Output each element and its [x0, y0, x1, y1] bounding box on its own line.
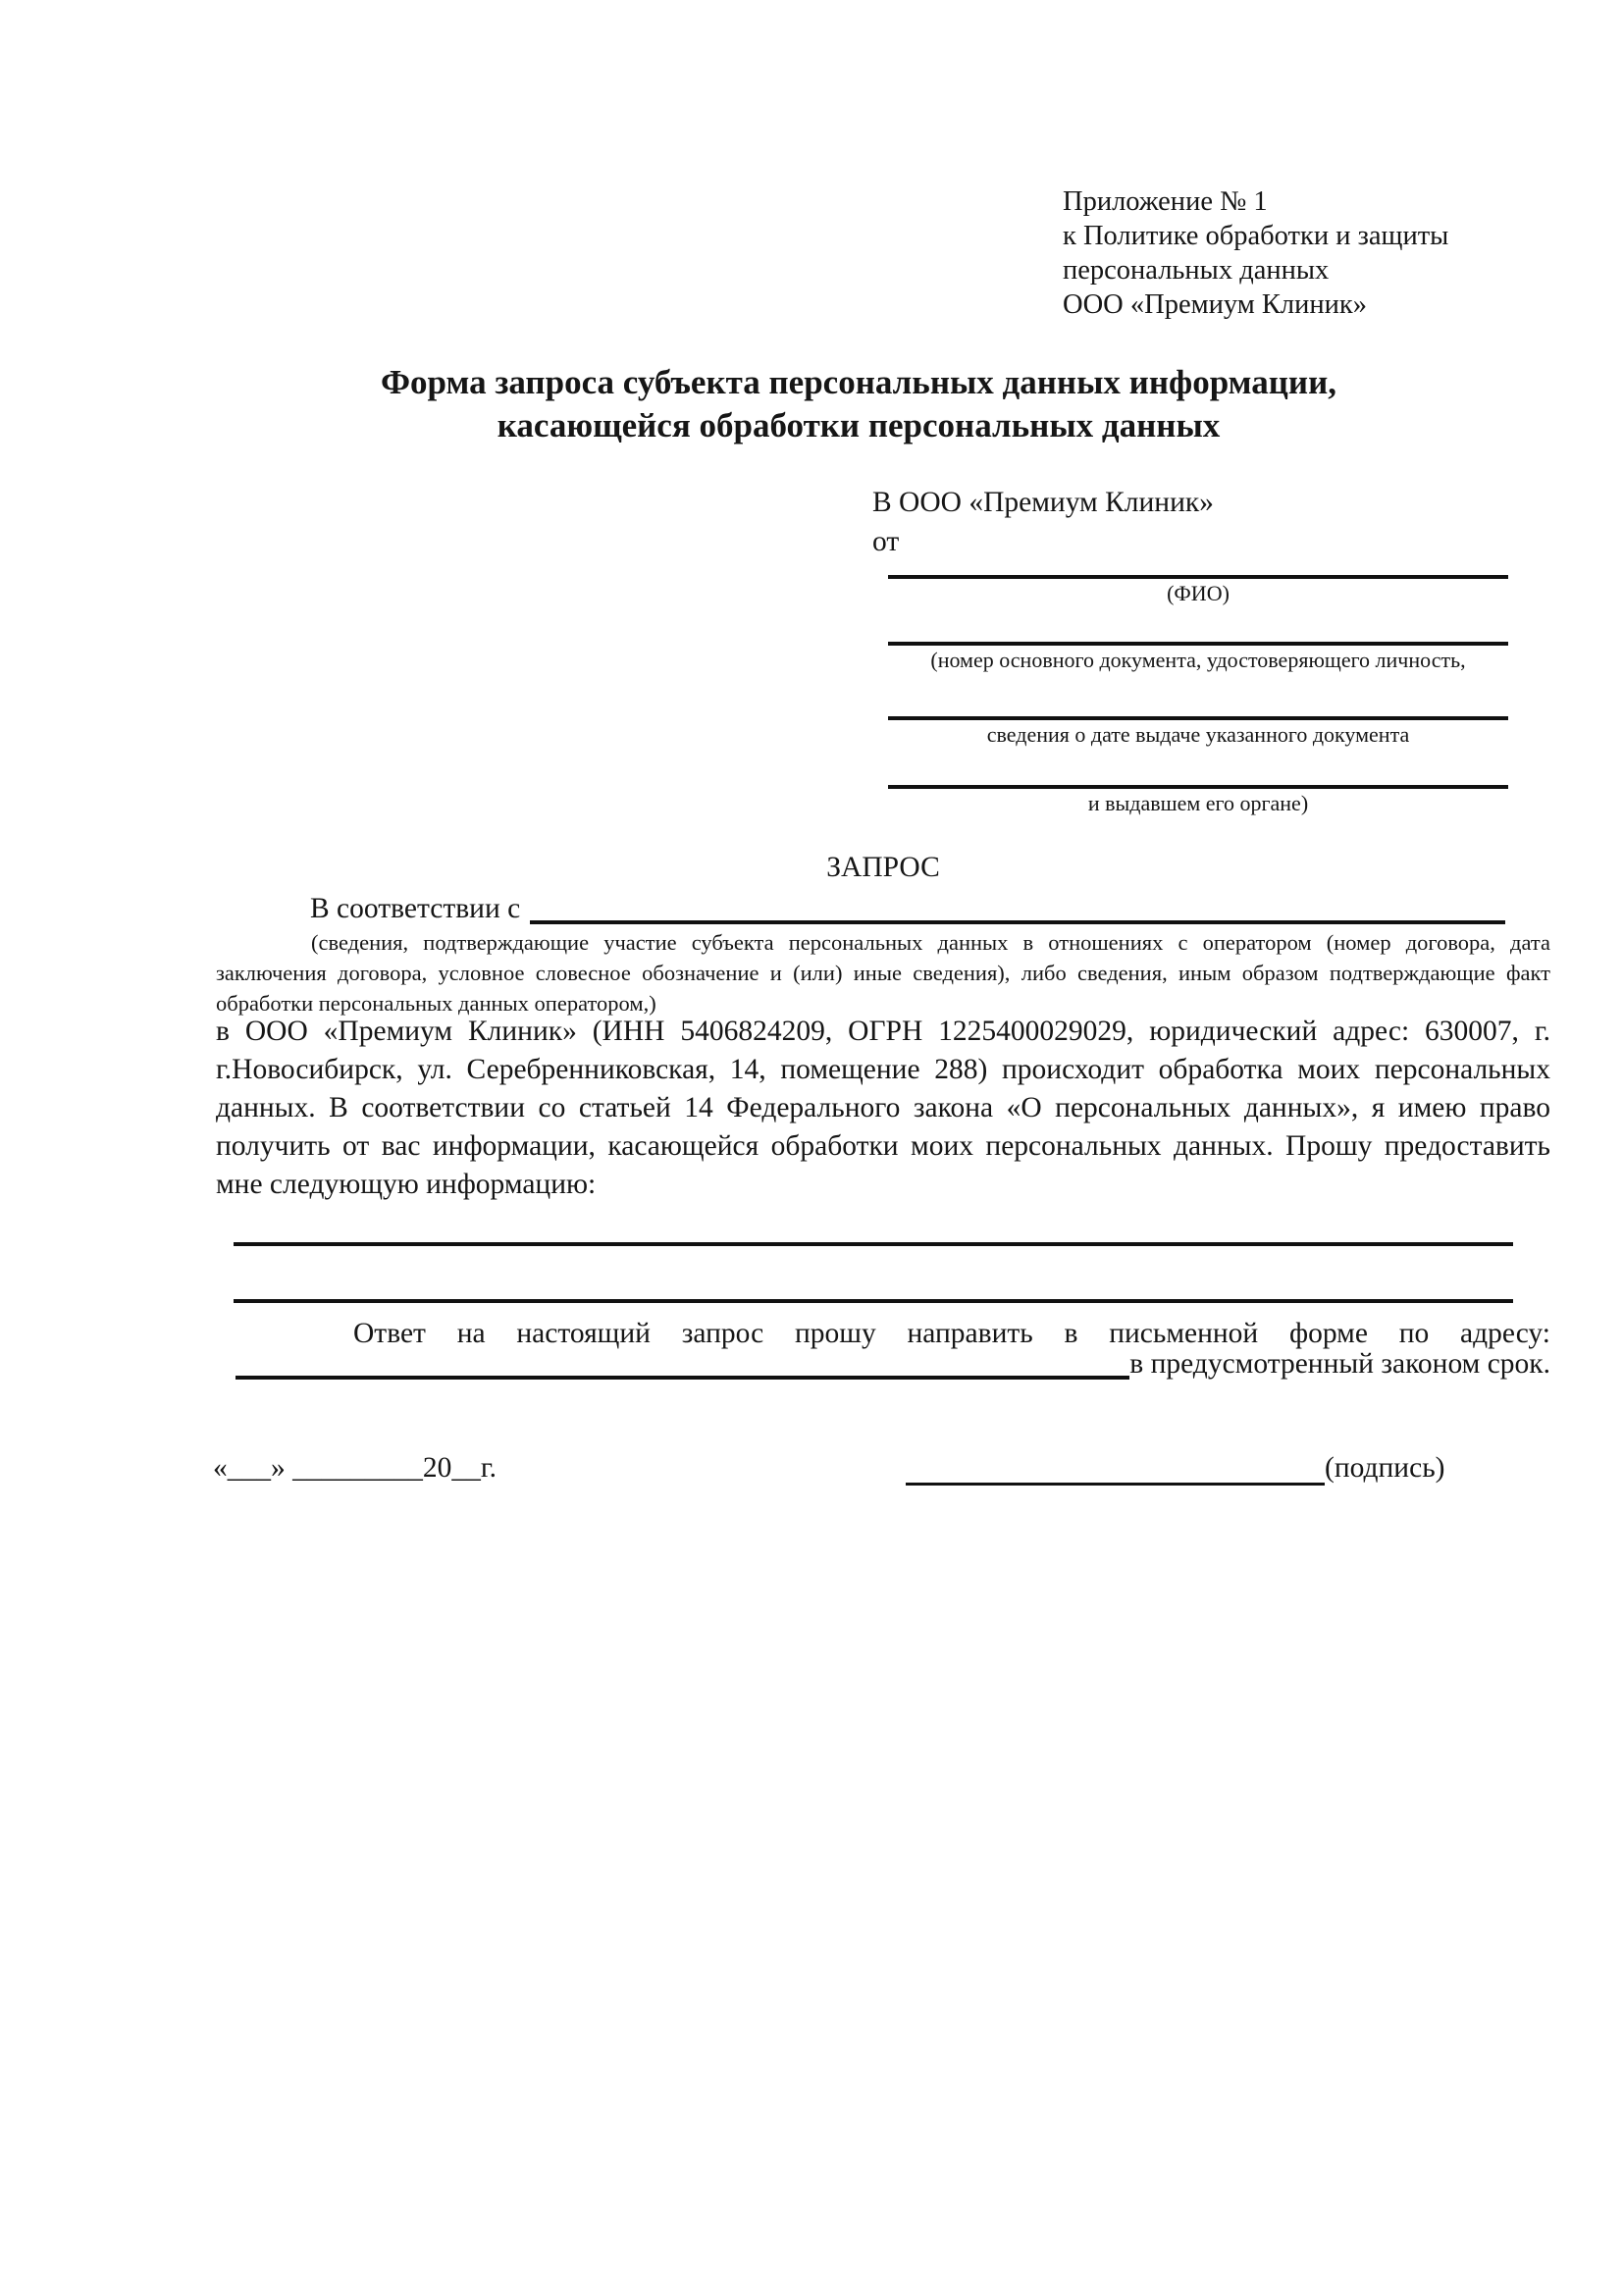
issue-date-caption: сведения о дате выдаче указанного документа — [986, 722, 1410, 747]
reply-tail-text: в предусмотренный законом срок. — [1129, 1348, 1550, 1380]
field-document-number — [888, 606, 1508, 673]
request-heading: ЗАПРОС — [826, 852, 940, 883]
field-fio — [888, 549, 1508, 606]
document-title-line: касающейся обработки персональных данных — [497, 406, 1221, 444]
lead-in-line — [216, 891, 1550, 926]
appendix-line: ООО «Премиум Клиник» — [1063, 289, 1368, 320]
request-body-paragraph: в ООО «Премиум Клиник» (ИНН 5406824209, ОГРН 1225400029029, юридический адрес: 630007, г. г.Новосибирск, ул. Серебренниковская, 14, помещение 288) происходит обработка моих персональных данных. В соответствии со статьей 14 Федерального закона «О персональных данных», я имею право получить от вас информации, касающейся обработки моих персональных данных. Прошу предоставить мне следующую информацию: — [216, 1016, 1550, 1200]
addressee-from-label: от — [872, 526, 900, 557]
signature-caption: (подпись) — [1325, 1452, 1445, 1484]
date-line: «___» _________20__г. — [213, 1452, 497, 1484]
fio-caption: (ФИО) — [1167, 581, 1230, 605]
appendix-block — [1063, 184, 1448, 322]
document-number-write-line — [888, 606, 1508, 646]
document-title — [191, 361, 1526, 447]
information-write-line — [234, 1217, 1513, 1246]
appendix-line: Приложение № 1 — [1063, 186, 1268, 217]
information-write-line — [234, 1274, 1513, 1303]
reply-address-line — [216, 1346, 1550, 1382]
lead-in-write-line — [530, 920, 1505, 924]
document-number-caption: (номер основного документа, удостоверяющего личность, — [930, 648, 1466, 672]
issue-date-write-line — [888, 673, 1508, 720]
lead-in-text: В соответствии с — [310, 893, 521, 924]
issuing-authority-write-line — [888, 748, 1508, 789]
addressee-organization: В ООО «Премиум Клиник» — [872, 487, 1214, 518]
reply-sentence: Ответ на настоящий запрос прошу направить в письменной форме по адресу: — [353, 1318, 1550, 1349]
issuing-authority-caption: и выдавшем его органе) — [1087, 791, 1309, 815]
fio-write-line — [888, 549, 1508, 579]
address-write-line — [236, 1376, 1129, 1380]
field-issuing-authority — [888, 748, 1508, 816]
document-title-line: Форма запроса субъекта персональных данных информации, — [380, 363, 1337, 401]
signature-block — [906, 1450, 1444, 1486]
appendix-line: персональных данных — [1063, 255, 1330, 286]
appendix-line: к Политике обработки и защиты — [1063, 221, 1449, 251]
applicant-fields — [888, 549, 1508, 816]
signature-write-line — [906, 1453, 1325, 1486]
fine-print-note: (сведения, подтверждающие участие субъекта персональных данных в отношениях с оператором (номер договора, дата заключения договора, условное словесное обозначение и (или) иные сведения), либо сведения, иным образом подтверждающие факт обработки персональных данных оператором,) — [216, 930, 1550, 1016]
field-issue-date — [888, 673, 1508, 748]
